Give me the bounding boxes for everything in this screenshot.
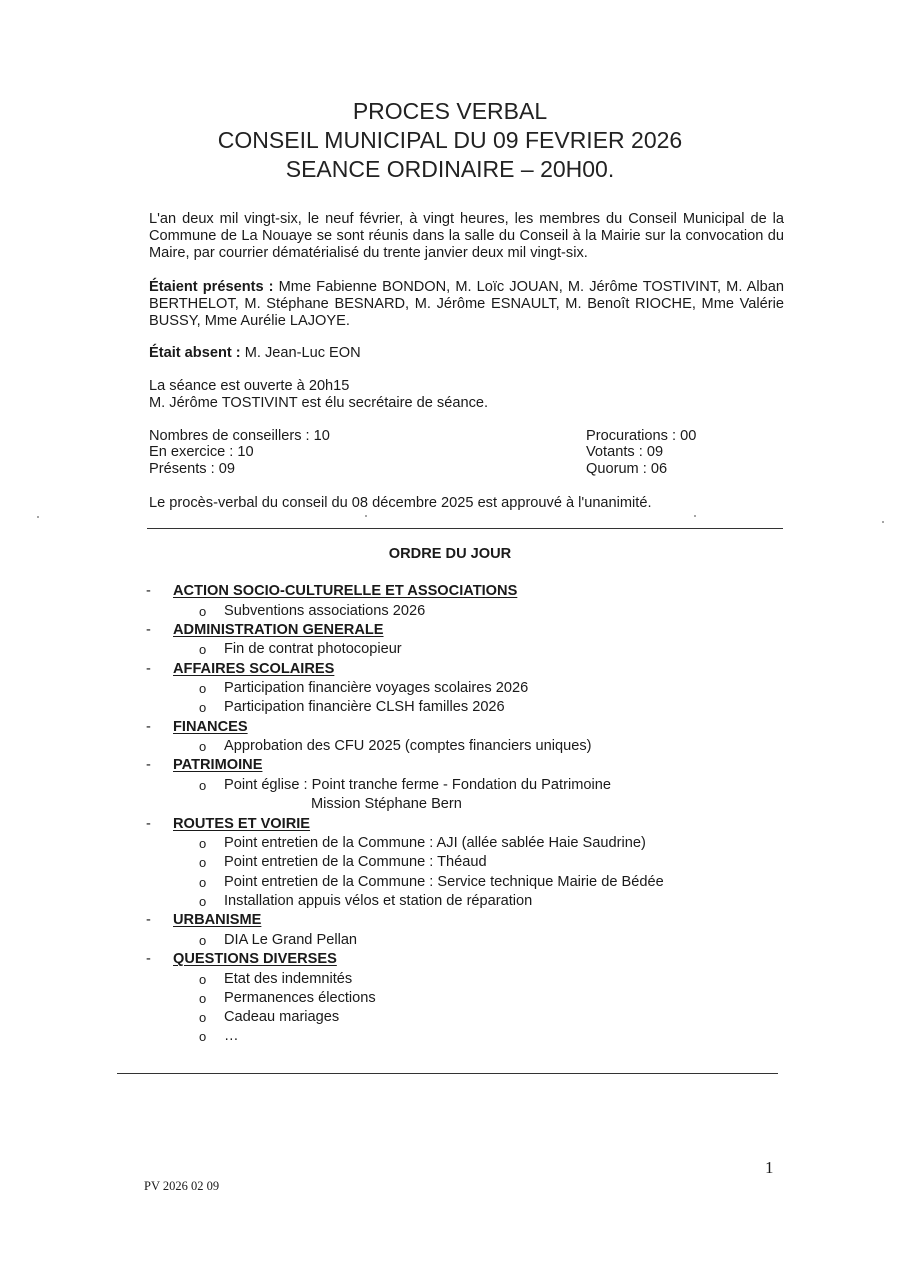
agenda-item-text: Subventions associations 2026 [224,602,426,619]
stat-present: Présents : 09 [149,461,235,477]
agenda-item-continuation [0,795,900,814]
absent-label: Était absent : [149,345,241,361]
circle-bullet-icon: o [199,739,207,755]
circle-bullet-icon: o [199,603,207,619]
agenda-section-title: ACTION SOCIO-CULTURELLE ET ASSOCIATIONS [173,583,518,599]
circle-bullet-icon: o [199,777,207,793]
present-members [149,279,784,330]
agenda-section [0,756,900,776]
agenda-item-text: Permanences élections [224,989,376,1006]
stat-in-office: En exercice : 10 [149,444,254,460]
agenda-item-text: Installation appuis vélos et station de réparation [224,892,533,909]
agenda-item [0,931,900,950]
dash-marker: - [146,912,151,929]
agenda-item [0,698,900,717]
secretary-line: M. Jérôme TOSTIVINT est élu secrétaire de séance. [149,395,489,411]
agenda-section-title: PATRIMOINE [173,757,263,774]
agenda-item-text: Approbation des CFU 2025 (comptes financiers uniques) [224,738,592,755]
agenda-item-text: DIA Le Grand Pellan [224,931,358,948]
agenda-item [0,1008,900,1027]
scan-speck [694,515,696,517]
approval-statement: Le procès-verbal du conseil du 08 décembre 2025 est approuvé à l'unanimité. [149,495,652,511]
agenda-section [0,815,900,835]
circle-bullet-icon: o [199,874,207,890]
agenda-item-text: Cadeau mariages [224,1009,340,1026]
agenda-item-text: Point entretien de la Commune : AJI (allée sablée Haie Saudrine) [224,835,646,852]
agenda-section [0,582,900,602]
dash-marker: - [146,815,151,832]
divider-bottom [117,1073,778,1074]
title-line-3: SEANCE ORDINAIRE – 20H00. [285,156,615,182]
agenda-item [0,1027,900,1046]
circle-bullet-icon: o [199,1029,207,1045]
agenda-list [0,582,900,1047]
agenda-item-text: Etat des indemnités [224,970,353,987]
dash-marker: - [146,583,151,599]
circle-bullet-icon: o [199,1010,207,1026]
agenda-item [0,776,900,795]
agenda-section-title: ROUTES ET VOIRIE [173,815,311,832]
agenda-section-title: FINANCES [173,718,248,735]
circle-bullet-icon: o [199,855,207,871]
circle-bullet-icon: o [199,681,207,697]
dash-marker: - [146,660,151,677]
stat-proxies: Procurations : 00 [586,428,697,444]
present-names: Mme Fabienne BONDON, M. Loïc JOUAN, M. Jérôme TOSTIVINT, M. Alban BERTHELOT, M. Stéphane BESNARD, M. Jérôme ESNAULT, M. Benoît RIOCHE, Mme Valérie BUSSY, Mme Aurélie LAJOYE. [149,279,784,329]
dash-marker: - [146,757,151,774]
scan-speck [37,516,39,518]
agenda-section [0,718,900,738]
agenda-section [0,950,900,970]
absent-names: M. Jean-Luc EON [240,345,361,361]
opening-block [149,378,784,412]
agenda-section-title: ADMINISTRATION GENERALE [173,621,384,638]
agenda-item [0,853,900,872]
page-number: 1 [765,1158,774,1177]
title-line-2: CONSEIL MUNICIPAL DU 09 FEVRIER 2026 [217,127,683,153]
circle-bullet-icon: o [199,893,207,909]
agenda-section [0,911,900,931]
scan-speck [365,515,367,517]
stat-voters: Votants : 09 [586,444,664,460]
agenda-section-title: URBANISME [173,912,262,929]
agenda-section [0,621,900,641]
agenda-item-text: Point église : Point tranche ferme - Fondation du Patrimoine [224,776,611,793]
agenda-item-text: Participation financière voyages scolaires 2026 [224,680,529,697]
scan-speck [882,521,884,523]
absent-members [149,345,784,362]
agenda-item [0,892,900,911]
circle-bullet-icon: o [199,836,207,852]
opening-time: La séance est ouverte à 20h15 [149,378,350,394]
stat-quorum: Quorum : 06 [586,461,668,477]
agenda-item-text: … [224,1028,239,1045]
agenda-section [0,660,900,680]
divider-top [147,528,783,529]
title-line-1: PROCES VERBAL [352,98,548,124]
agenda-section-title: QUESTIONS DIVERSES [173,951,337,968]
agenda-item-continuation-text: Mission Stéphane Bern [311,796,462,813]
agenda-item [0,640,900,659]
agenda-item [0,737,900,756]
intro-paragraph: L'an deux mil vingt-six, le neuf février, à vingt heures, les membres du Conseil Municipal de la Commune de La Nouaye se sont réunis dans la salle du Conseil à la Mairie sur la convocation du Maire, par courrier dématérialisé du trente janvier deux mil vingt-six. [149,211,784,261]
agenda-heading: ORDRE DU JOUR [388,546,512,562]
agenda-item-text: Point entretien de la Commune : Théaud [224,854,487,871]
stat-councillors: Nombres de conseillers : 10 [149,428,330,444]
agenda-item-text: Point entretien de la Commune : Service technique Mairie de Bédée [224,873,664,890]
agenda-item [0,602,900,621]
agenda-item [0,679,900,698]
circle-bullet-icon: o [199,971,207,987]
dash-marker: - [146,621,151,638]
agenda-item [0,873,900,892]
agenda-item [0,989,900,1008]
dash-marker: - [146,718,151,735]
agenda-item-text: Participation financière CLSH familles 2026 [224,699,505,716]
circle-bullet-icon: o [199,642,207,658]
agenda-section-title: AFFAIRES SCOLAIRES [173,660,335,677]
circle-bullet-icon: o [199,990,207,1006]
agenda-item-text: Fin de contrat photocopieur [224,641,402,658]
agenda-item [0,970,900,989]
agenda-item [0,834,900,853]
footer-reference: PV 2026 02 09 [144,1179,220,1193]
circle-bullet-icon: o [199,700,207,716]
circle-bullet-icon: o [199,932,207,948]
present-label: Étaient présents : [149,279,274,295]
dash-marker: - [146,951,151,968]
